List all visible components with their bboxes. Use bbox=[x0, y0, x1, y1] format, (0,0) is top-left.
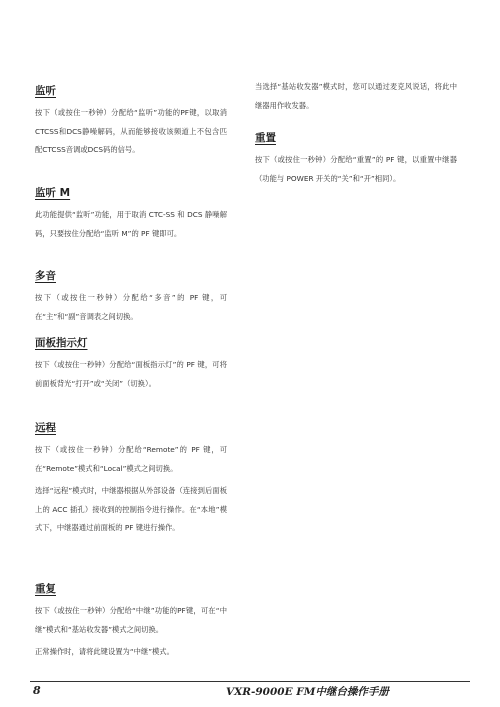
section-heading: 多音 bbox=[35, 270, 56, 282]
section-paragraph: 按下（或按住一秒钟）分配给“多音”的 PF 键，可在“主”和“副”音调表之间切换。 bbox=[35, 293, 227, 321]
section-heading: 重置 bbox=[255, 132, 276, 144]
footer-title: VXR-9000E FM中继台操作手册 bbox=[226, 686, 389, 698]
section-panel-indicator bbox=[35, 336, 227, 393]
section-reset bbox=[255, 131, 457, 188]
section-heading: 监听 M bbox=[35, 187, 71, 199]
section-remote bbox=[35, 421, 227, 538]
intro-paragraph: 当选择“基站收发器”模式时，您可以通过麦克风说话，将此中继器用作收发器。 bbox=[255, 82, 457, 110]
section-base-intro bbox=[255, 78, 457, 115]
section-heading: 监听 bbox=[35, 85, 56, 97]
section-paragraph: 按下（或按住一秒钟）分配给“重置”的 PF 键，以重置中继器（功能与 POWER 开关的“关”和“开”相同）。 bbox=[255, 155, 457, 183]
section-heading: 远程 bbox=[35, 422, 56, 434]
section-paragraph: 此功能提供“监听”功能，用于取消 CTC-SS 和 DCS 静噪解码，只要按住分配给“监听 M”的 PF 键即可。 bbox=[35, 210, 227, 238]
section-repeat bbox=[35, 582, 227, 662]
section-monitor-m bbox=[35, 186, 227, 243]
section-multi-tone bbox=[35, 269, 227, 326]
section-paragraph: 按下（或按住一秒钟）分配给“面板指示灯”的 PF 键，可将前面板背光“打开”或“关闭”（切换）。 bbox=[35, 360, 227, 388]
section-heading: 面板指示灯 bbox=[35, 337, 88, 349]
section-paragraph: 按下（或按住一秒钟）分配给“监听”功能的PF键，以取消CTCSS和DCS静噪解码，从而能够接收该频道上不包含匹配CTCSS音调或DCS码的信号。 bbox=[35, 108, 227, 154]
section-monitor bbox=[35, 84, 227, 160]
section-paragraph: 按下（或按住一秒钟）分配给“中继”功能的PF键，可在“中继”模式和“基站收发器”模式之间切换。 bbox=[35, 606, 227, 634]
section-paragraph: 按下（或按住一秒钟）分配给“Remote”的 PF 键，可在“Remote”模式和“Local”模式之间切换。 bbox=[35, 445, 227, 473]
section-heading: 重复 bbox=[35, 583, 56, 595]
footer-divider bbox=[30, 681, 470, 682]
page-number: 8 bbox=[33, 684, 41, 697]
section-paragraph: 正常操作时，请将此键设置为“中继”模式。 bbox=[35, 647, 174, 656]
section-paragraph: 选择“远程”模式时，中继器根据从外部设备（连接到后面板上的 ACC 插孔）接收到的控制指令进行操作。在“本地”模式下，中继器通过前面板的 PF 键进行操作。 bbox=[35, 486, 227, 532]
